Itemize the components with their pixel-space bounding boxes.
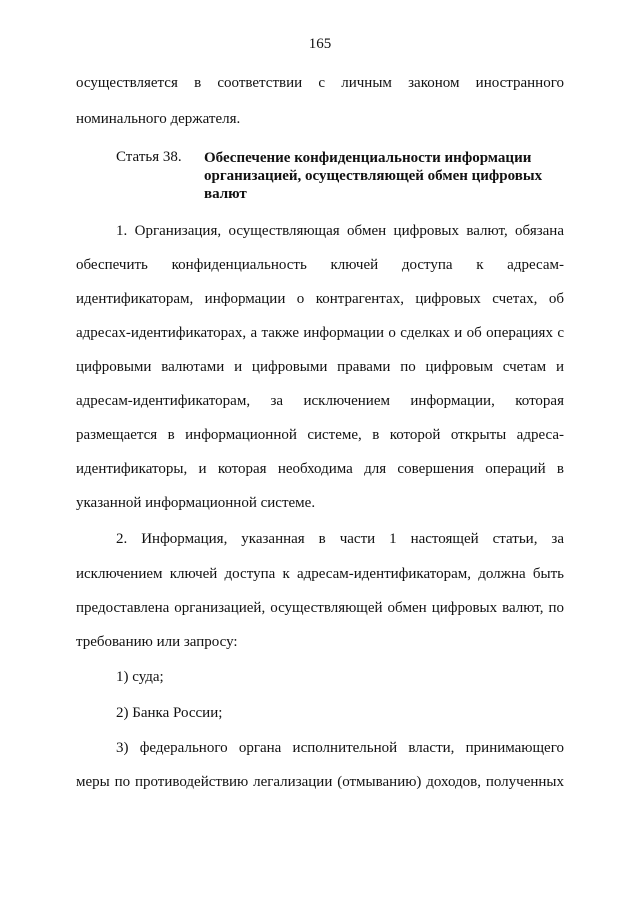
- article-title-line-3: валют: [204, 186, 247, 202]
- article-label: Статья 38.: [116, 149, 182, 165]
- paragraph1-line-7: размещается в информационной системе, в которой открыты адреса-: [76, 427, 564, 443]
- paragraph1-line-2: обеспечить конфиденциальность ключей доступа к адресам-: [76, 257, 564, 273]
- list-item: 2) Банка России;: [116, 705, 223, 721]
- article-title-line-1: Обеспечение конфиденциальности информации: [204, 150, 532, 166]
- article-title-line-2: организацией, осуществляющей обмен цифровых: [204, 168, 543, 184]
- paragraph1-line-8: идентификаторы, и которая необходима для совершения операций в: [76, 461, 564, 477]
- article-title: [204, 149, 584, 203]
- intro-line-1: осуществляется в соответствии с личным законом иностранного: [76, 75, 564, 91]
- paragraph1-line-9: указанной информационной системе.: [76, 495, 316, 511]
- page-number: 165: [308, 36, 332, 52]
- paragraph2-line-4: требованию или запросу:: [76, 634, 238, 650]
- paragraph2-line-2: исключением ключей доступа к адресам-идентификаторам, должна быть: [76, 566, 564, 582]
- paragraph1-line-3: идентификаторам, информации о контрагентах, цифровых счетах, об: [76, 291, 564, 307]
- item3-line-2: меры по противодействию легализации (отмыванию) доходов, полученных: [76, 774, 564, 790]
- item3-line-1: 3) федерального органа исполнительной власти, принимающего: [116, 740, 564, 756]
- intro-line-2: номинального держателя.: [76, 111, 241, 127]
- paragraph1-line-6: адресам-идентификаторам, за исключением информации, которая: [76, 393, 564, 409]
- paragraph1-line-1: 1. Организация, осуществляющая обмен цифровых валют, обязана: [116, 223, 564, 239]
- paragraph1-line-5: цифровыми валютами и цифровыми правами по цифровым счетам и: [76, 359, 564, 375]
- paragraph2-line-3: предоставлена организацией, осуществляющей обмен цифровых валют, по: [76, 600, 564, 616]
- list-item: 1) суда;: [116, 669, 164, 685]
- paragraph2-line-1: 2. Информация, указанная в части 1 настоящей статьи, за: [116, 531, 564, 547]
- paragraph1-line-4: адресах-идентификаторах, а также информации о сделках и об операциях с: [76, 325, 564, 341]
